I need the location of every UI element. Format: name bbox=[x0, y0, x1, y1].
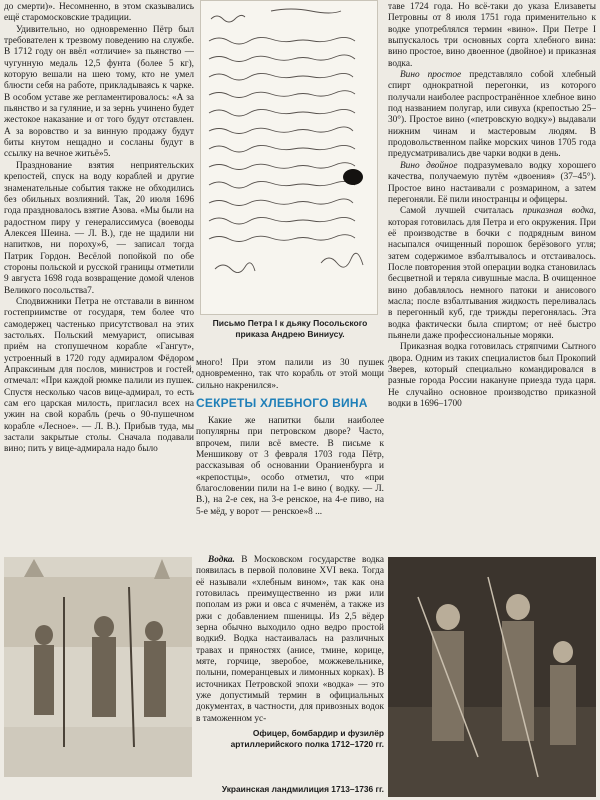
paragraph: представляло собой хлебный спирт однократной перегонки, из которого получали наиболее распространённое хлебное вино под названием полугар, или сивуха (крепостью 25–30°). Простое вино («петровскую водку») выдавали нижним чинам и мастеровым людям. В продовольственном пайке морских чинов 1705 года предусматривались две чарки водки в день. bbox=[388, 70, 596, 160]
soldiers-illustration bbox=[4, 557, 192, 777]
column-middle bbox=[196, 358, 384, 556]
illustration-caption: Украинская ландмилиция 1713–1736 гг. bbox=[221, 784, 384, 794]
vodka-term: Водка. bbox=[208, 555, 235, 565]
letter-manuscript-image bbox=[200, 0, 378, 315]
paragraph: таве 1724 года. Но всё-таки до указа Елизаветы Петровны от 8 июля 1751 года применительно к водке употреблялся термин «вино». При Петре I выпускалось три основных сорта хлебного вина: вино простое, вино двоенное (двойное) и приказная водка. bbox=[388, 2, 596, 69]
paragraph: Самой лучшей считалась bbox=[400, 206, 523, 217]
paragraph: подразумевало водку хорошего качества, получаемую путём «двоения» (37–45°). Простое вино настаивали с розмарином, а затем перегоняли. Её пили иностранцы и офицеры. bbox=[388, 160, 596, 205]
paragraph: Какие же напитки были наиболее популярны при петровском дворе? Часто, впрочем, пили всё вместе. В письме к Меншикову от 3 февраля 1703 года Пётр, рассказывая об основании Ораниенбурга и «крепостцы», особо отметил, что «при благословении пили на 1-е вино ( водку. — Л. В.), на 2-е сек, на 3-е ренское, на 4-е пиво, на 5-е мёд, у ворот — ренское»8 ... bbox=[196, 416, 384, 517]
column-middle-lower bbox=[196, 555, 384, 723]
paragraph: до смерти)». Несомненно, в этом сказывались ещё старомосковские традиции. bbox=[4, 2, 194, 24]
manuscript-drawing bbox=[201, 1, 377, 314]
letter-caption: Письмо Петра I к дьяку Посольского приказа Андрею Виниусу. bbox=[212, 318, 368, 339]
term: приказная водка bbox=[522, 206, 594, 217]
section-heading: СЕКРЕТЫ ХЛЕБНОГО ВИНА bbox=[196, 396, 368, 411]
column-right bbox=[388, 2, 596, 552]
paragraph: Сподвижники Петра не отставали в винном гостеприимстве от государя, тем более что самодержец частенько присутствовал на этих застольях. Польский мемуарист, описывая приём на стопушечном корабле «Гангут», устроенный в 1720 году адмиралом Фёдором Апраксиным для послов, министров и гостей, отмечал: «При каждой рюмке палили из пушек. Спустя несколько часов вице-адмирал, то есть сам его царская милость, пригласил всех на ужин на свой корабль (речь о 90-пушечном корабле «Лесное». — Л. В.). Прибыв туда, мы застали закрытые столы. Сначала подавали вино; пить у вице-адмирала надо было bbox=[4, 296, 194, 455]
term: Вино двойное bbox=[400, 160, 458, 171]
paragraph: Приказная водка готовилась стряпчими Сытного двора. Одним из таких специалистов был Прокопий Зверев, который специально командировался в разные города России накануне приезда туда царя. Не случайно основное производство приказной водки в 1696–1700 bbox=[388, 342, 596, 410]
paragraph: много! При этом палили из 30 пушек одновременно, так что корабль от этой мощи сильно накренился». bbox=[196, 358, 384, 391]
paragraph: , которая готовилась для Петра и его окружения. При её производстве в бочки с подрядным вином насыпался очищенный порошок берёзового угля; затем содержимое взбалтывалось и отстаивалось. После повторения этой операции водка становилась бесцветной и теряла сивушные масла. В очищенное вино добавлялось немного патоки и анисового масла; после взбалтывания жидкость переливалась в перегонный куб, где трижды перегонялась. Эта водка фактически была спиртом; от неё быстро пьянели даже профессиональные моряки. bbox=[388, 206, 596, 341]
paragraph: В Московском государстве водка появилась в первой половине XVI века. Тогда её называли «хлебным вином», так как она готовилась преимущественно из ржи или пополам из ржи и овса с ячменём, а также из ржи с добавлением пшеницы. Из 2,5 вёдер зерна обычно выходило одно ведро простой водки9. Водка настаивалась на различных травах и пряностях (анисе, тмине, корице, мяте, горчице, зверобое, можжевельнике, полыни, померанцевых и лимонных корках). В источниках Петровской эпохи «водка» — это уже допустимый термин в официальных документах, в частности, для привозных водок в таможенном ус- bbox=[196, 555, 384, 723]
column-left bbox=[4, 2, 194, 550]
term: Вино простое bbox=[400, 70, 462, 81]
paragraph: Празднование взятия неприятельских крепостей, спуск на воду кораблей и другие знаменательные события также не обходились без обильных возлияний. Так, 20 июля 1696 года праздновалось взятие Азова. «Мы были на радостном пиру у генералиссимуса (воеводы Алексея Шеина. — Л. В.), где не щадили ни напитков, ни пороху»6, — записал тогда Патрик Гордон. Весёлой попойкой по обе стороны польской и русской границы отметили 9 августа 1698 года возвращение домой членов Великого посольства7. bbox=[4, 160, 194, 296]
paragraph: Удивительно, но одновременно Пётр был требователен к трезвому поведению на службе. В 1712 году он ввёл «отличие» за пьянство — чугунную медаль 12,5 фунта (более 5 кг), которую вешали на шею тому, кто не умел блюсти себя на работе, прикладываясь к чарке. В особом уставе же регламентировалось: «А за пьянство и за гуляние, и за зернь учинено будет жестокое наказание и от того будут отставлен. А за воровство и за винную продажу будут биты кнутом нещадно и сосланы будут в ссылку на вечное житьё»5. bbox=[4, 24, 194, 160]
militia-illustration bbox=[388, 557, 596, 797]
illustration-caption: Офицер, бомбардир и фузилёр артиллерийского полка 1712–1720 гг. bbox=[230, 728, 384, 749]
